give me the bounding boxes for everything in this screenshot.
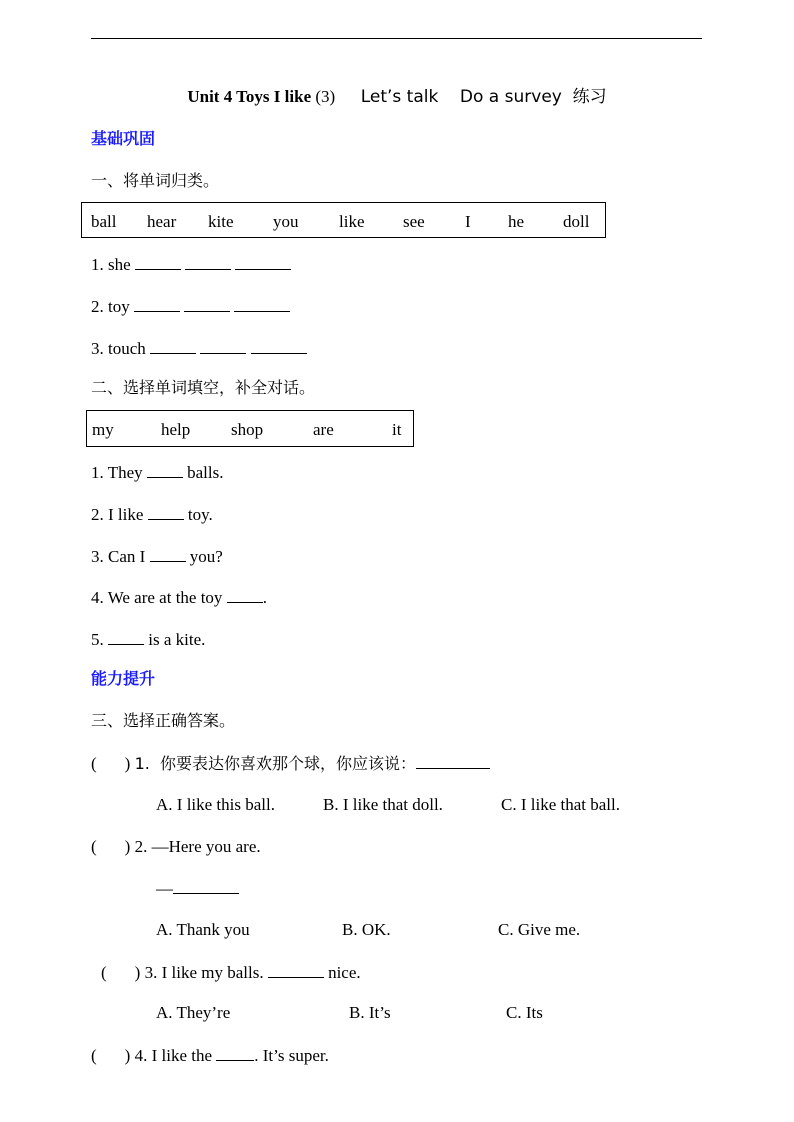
- section-heading-advanced: 能力提升: [91, 669, 156, 688]
- q3-item-3-option-c: C. Its: [506, 1003, 543, 1022]
- answer-blank[interactable]: [184, 296, 230, 312]
- q3-item-2-option-c: C. Give me.: [498, 920, 581, 939]
- answer-blank[interactable]: [234, 296, 290, 312]
- q2-item-5: 5. is a kite.: [91, 630, 206, 649]
- word-bank-item: doll: [563, 212, 590, 231]
- word-bank-item: ball: [91, 212, 117, 231]
- answer-blank[interactable]: [134, 296, 180, 312]
- q2-item-2: 2. I like toy.: [91, 505, 213, 524]
- answer-blank[interactable]: [148, 504, 184, 520]
- answer-blank[interactable]: [251, 338, 307, 354]
- answer-blank[interactable]: [227, 587, 263, 603]
- q3-item-1-option-b: B. I like that doll.: [323, 795, 443, 814]
- answer-blank[interactable]: [235, 254, 291, 270]
- q1-item-1: 1. she: [91, 254, 291, 275]
- answer-blank[interactable]: [150, 338, 196, 354]
- answer-blank[interactable]: [135, 254, 181, 270]
- q3-item-1-option-c: C. I like that ball.: [501, 795, 620, 814]
- answer-blank[interactable]: [185, 254, 231, 270]
- q3-item-4: ( ) 4. I like the . It’s super.: [91, 1046, 329, 1065]
- answer-blank[interactable]: [268, 962, 324, 978]
- q3-item-3-option-a: A. They’re: [156, 1003, 231, 1022]
- question-2-instruction: 二、选择单词填空，补全对话。: [91, 378, 316, 397]
- word-bank-2: [86, 410, 414, 447]
- q3-item-2: ( ) 2. —Here you are.: [91, 837, 261, 856]
- q3-item-3-option-b: B. It’s: [349, 1003, 391, 1022]
- answer-blank[interactable]: [108, 629, 144, 645]
- question-1-instruction: 一、将单词归类。: [91, 171, 220, 190]
- answer-paren[interactable]: [97, 837, 125, 852]
- answer-paren[interactable]: [97, 754, 125, 769]
- word-bank-1: [81, 202, 606, 238]
- q3-item-2-option-b: B. OK.: [342, 920, 391, 939]
- answer-blank[interactable]: [147, 462, 183, 478]
- q3-item-3: ( ) 3. I like my balls. nice.: [101, 963, 361, 982]
- answer-paren[interactable]: [107, 963, 135, 978]
- answer-paren[interactable]: [97, 1046, 125, 1061]
- word-bank-item: you: [273, 212, 299, 231]
- word-bank-item: see: [403, 212, 425, 231]
- q2-item-1: 1. They balls.: [91, 463, 224, 482]
- question-3-instruction: 三、选择正确答案。: [91, 711, 236, 730]
- word-bank-item: shop: [231, 420, 264, 439]
- answer-blank[interactable]: [416, 753, 490, 769]
- word-bank-item: kite: [208, 212, 234, 231]
- word-bank-item: are: [313, 420, 334, 439]
- q3-item-2-reply: —: [156, 878, 239, 899]
- answer-blank[interactable]: [200, 338, 246, 354]
- q3-item-2-option-a: A. Thank you: [156, 920, 250, 939]
- word-bank-item: he: [508, 212, 525, 231]
- q1-item-3: 3. touch: [91, 338, 307, 359]
- header-rule: [91, 38, 702, 39]
- q3-item-1-option-a: A. I like this ball.: [156, 795, 275, 814]
- word-bank-item: hear: [147, 212, 177, 231]
- section-heading-basic: 基础巩固: [91, 129, 156, 148]
- answer-blank[interactable]: [173, 878, 239, 894]
- word-bank-item: help: [161, 420, 191, 439]
- answer-blank[interactable]: [150, 546, 186, 562]
- word-bank-item: it: [392, 420, 402, 439]
- word-bank-item: my: [92, 420, 114, 439]
- answer-blank[interactable]: [216, 1045, 254, 1061]
- page-title: Unit 4 Toys I like (3) Let’s talk Do a survey 练习: [187, 87, 607, 107]
- q1-item-2: 2. toy: [91, 296, 290, 317]
- q2-item-3: 3. Can I you?: [91, 547, 223, 566]
- word-bank-item: like: [339, 212, 365, 231]
- word-bank-item: I: [465, 212, 471, 231]
- q3-item-1: ( ) 1. 你要表达你喜欢那个球，你应该说：: [91, 753, 490, 774]
- q2-item-4: 4. We are at the toy .: [91, 588, 267, 607]
